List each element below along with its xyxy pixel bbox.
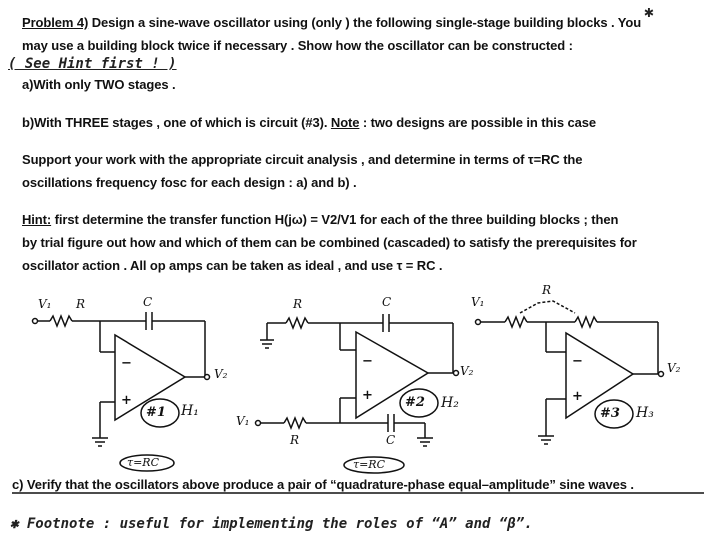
c1-badge: #1: [146, 405, 166, 420]
c2-r2-label: R: [290, 433, 300, 447]
c2-in-label: V₁: [236, 414, 250, 428]
asterisk-mark: ✱: [644, 2, 654, 21]
c2-r-label: R: [293, 297, 303, 311]
c1-plus: +: [121, 393, 132, 408]
c2-tau: τ=RC: [353, 458, 386, 471]
c2-badge: #2: [405, 395, 425, 410]
c3-minus: −: [572, 354, 583, 369]
hint-line-1-text: first determine the transfer function H(jω) = V2/V1 for each of the three building blocks ; then: [54, 212, 619, 227]
c2-c-label: C: [382, 295, 392, 309]
c3-plus: +: [572, 389, 583, 404]
c2-out-label: V₂: [460, 364, 474, 378]
support-line-1: Support your work with the appropriate circuit analysis , and determine in terms of τ=RC the: [22, 152, 583, 167]
part-b-note: Note: [330, 115, 360, 130]
c2-c2-label: C: [386, 433, 396, 447]
c2-transfer: H₂: [441, 395, 459, 411]
problem-label: Problem 4): [22, 15, 89, 30]
c3-badge: #3: [600, 406, 620, 421]
problem-line-1-text: Design a sine-wave oscillator using (only ) the following single-stage building blocks . You: [91, 15, 642, 30]
problem-line-2: may use a building block twice if necessary . Show how the oscillator can be constructed :: [22, 38, 573, 53]
c3-pot-label: R: [542, 283, 552, 297]
c2-minus: −: [362, 354, 373, 369]
hint-line-2: by trial figure out how and which of them can be combined (cascaded) to satisfy the prerequisites for: [22, 235, 637, 250]
c1-in-label: V₁: [38, 297, 52, 311]
part-b-end: : two designs are possible in this case: [362, 115, 596, 130]
hint-first-note: ( See Hint first ! ): [8, 56, 177, 72]
footnote-text: ✱ Footnote : useful for implementing the roles of “A” and “β”.: [10, 516, 533, 532]
part-b-start: b)With THREE stages , one of which is circuit (#3).: [22, 115, 328, 130]
c1-c-label: C: [143, 295, 153, 309]
c3-transfer: H₃: [636, 405, 654, 421]
c2-plus: +: [362, 388, 373, 403]
c1-r-label: R: [76, 297, 86, 311]
part-c-text: c) Verify that the oscillators above produce a pair of “quadrature-phase equal–amplitude” sine waves .: [12, 477, 634, 492]
c1-minus: −: [121, 356, 132, 371]
support-line-2: oscillations frequency fosc for each design : a) and b) .: [22, 175, 357, 190]
part-a-text: a)With only TWO stages .: [22, 77, 176, 92]
c1-transfer: H₁: [181, 403, 199, 419]
c3-in-label: V₁: [471, 295, 485, 309]
hint-label: Hint:: [22, 212, 52, 227]
c1-out-label: V₂: [214, 367, 228, 381]
hint-line-3: oscillator action . All op amps can be taken as ideal , and use τ = RC .: [22, 258, 443, 273]
c3-out-label: V₂: [667, 361, 681, 375]
c1-tau: τ=RC: [127, 456, 160, 469]
